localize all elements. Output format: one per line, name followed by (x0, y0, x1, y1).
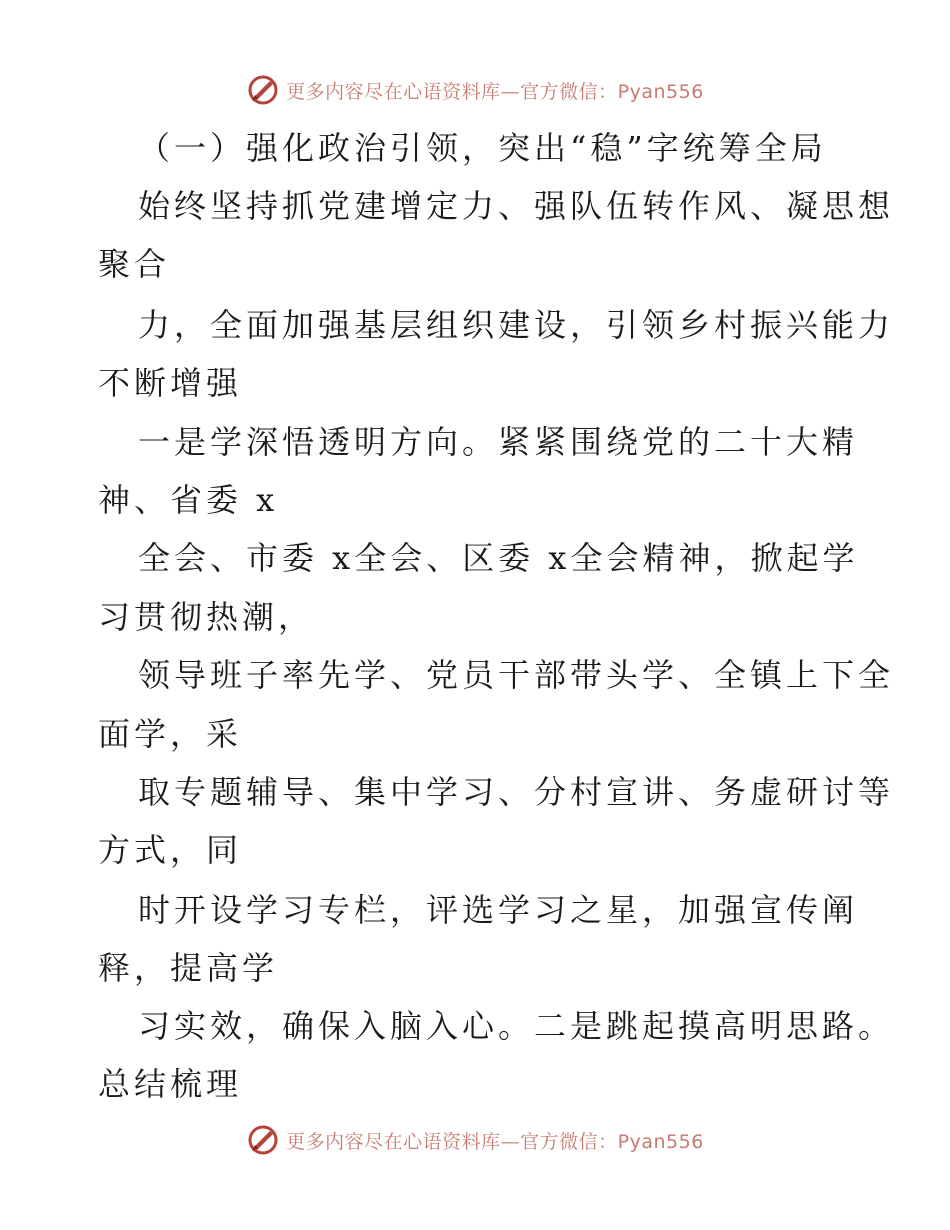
paragraph-line: 不断增强 (98, 364, 243, 402)
paragraph-line: 领导班子率先学、党员干部带头学、全镇上下全 (138, 656, 895, 694)
paragraph-line: 全会、市委 x全会、区委 x全会精神，掀起学 (138, 539, 859, 577)
paragraph-line: 总结梳理 (98, 1065, 243, 1103)
paragraph-line: 释，提高学 (98, 949, 279, 987)
footer-watermark (0, 1120, 950, 1160)
paragraph-line: 聚合 (98, 245, 171, 283)
paragraph-line: 一是学深悟透明方向。紧紧围绕党的二十大精 (138, 423, 859, 461)
header-watermark (0, 70, 950, 110)
paragraph-line: 取专题辅导、集中学习、分村宣讲、务虚研讨等 (138, 773, 895, 811)
pen-circle-logo-icon (246, 73, 280, 107)
paragraph-line: 方式，同 (98, 831, 243, 869)
paragraph-line: 习贯彻热潮， (98, 598, 315, 636)
paragraph-line: 习实效，确保入脑入心。二是跳起摸高明思路。 (138, 1007, 895, 1045)
paragraph-line: 始终坚持抓党建增定力、强队伍转作风、凝思想 (138, 187, 895, 225)
watermark-text: 更多内容尽在心语资料库—官方微信：Pyan556 (286, 1130, 704, 1153)
section-heading: （一）强化政治引领，突出“稳”字统筹全局 (138, 129, 827, 167)
pen-circle-logo-icon (246, 1123, 280, 1157)
paragraph-line: 时开设学习专栏，评选学习之星，加强宣传阐 (138, 891, 859, 929)
paragraph-line: 神、省委 x (98, 481, 279, 519)
paragraph-line: 面学，采 (98, 715, 243, 753)
paragraph-line: 力，全面加强基层组织建设，引领乡村振兴能力 (138, 306, 895, 344)
watermark-text: 更多内容尽在心语资料库—官方微信：Pyan556 (286, 80, 704, 103)
